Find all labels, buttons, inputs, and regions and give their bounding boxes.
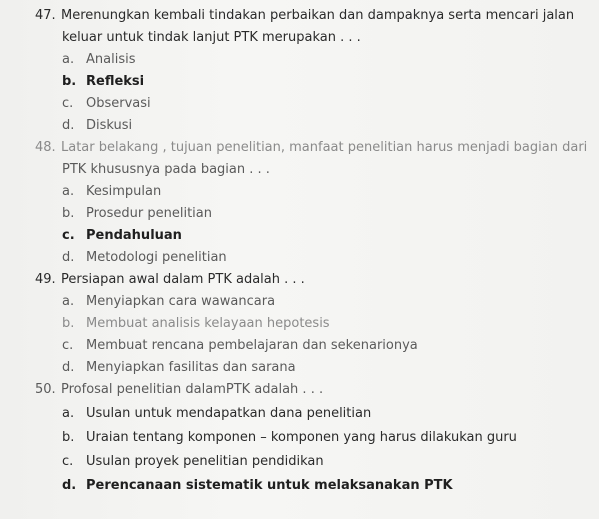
option-text: Menyiapkan fasilitas dan sarana [86, 360, 296, 375]
option-text: Observasi [86, 96, 151, 111]
option-letter: b. [62, 430, 75, 445]
question-number: 49. [35, 272, 56, 287]
question-text: Profosal penelitian dalamPTK adalah . . . [61, 382, 324, 397]
option-a [62, 291, 275, 313]
option-a [62, 403, 371, 425]
option-text: Pendahuluan [86, 228, 182, 243]
question-text: Merenungkan kembali tindakan perbaikan dan dampaknya serta mencari jalan [61, 8, 575, 23]
option-b [62, 313, 330, 335]
option-c [62, 335, 418, 357]
option-letter: a. [62, 52, 75, 67]
option-text: Membuat analisis kelayaan hepotesis [86, 316, 330, 331]
option-letter: b. [62, 74, 77, 89]
option-text: Menyiapkan cara wawancara [86, 294, 276, 309]
option-text: Diskusi [86, 118, 133, 133]
question-number: 47. [35, 8, 56, 23]
option-d [62, 475, 453, 497]
option-text: Uraian tentang komponen – komponen yang harus dilakukan guru [86, 430, 517, 445]
question-49 [35, 269, 595, 291]
option-d [62, 247, 227, 269]
option-d [62, 357, 296, 379]
option-text: Metodologi penelitian [86, 250, 227, 265]
option-letter: a. [62, 406, 75, 421]
option-letter: c. [62, 454, 74, 469]
option-letter: b. [62, 206, 75, 221]
option-text: Perencanaan sistematik untuk melaksanakan PTK [86, 478, 453, 493]
option-letter: b. [62, 316, 75, 331]
option-text: Refleksi [86, 74, 145, 89]
option-letter: d. [62, 478, 77, 493]
option-c [62, 93, 151, 115]
option-b [62, 203, 212, 225]
option-text: Analisis [86, 52, 136, 67]
option-d [62, 115, 132, 137]
option-letter: c. [62, 228, 75, 243]
question-number: 48. [35, 140, 56, 155]
option-text: Kesimpulan [86, 184, 162, 199]
question-text-continued: keluar untuk tindak lanjut PTK merupakan . . . [62, 30, 361, 45]
option-letter: c. [62, 338, 74, 353]
option-c [62, 225, 182, 247]
question-48 [35, 137, 595, 159]
question-text-continued: PTK khususnya pada bagian . . . [62, 162, 270, 177]
option-b [62, 427, 517, 449]
option-letter: a. [62, 294, 75, 309]
option-letter: a. [62, 184, 75, 199]
option-letter: d. [62, 118, 75, 133]
option-letter: c. [62, 96, 74, 111]
question-text: Persiapan awal dalam PTK adalah . . . [61, 272, 305, 287]
option-text: Usulan proyek penelitian pendidikan [86, 454, 324, 469]
option-text: Prosedur penelitian [86, 206, 212, 221]
option-b [62, 71, 144, 93]
option-text: Membuat rencana pembelajaran dan sekenarionya [86, 338, 418, 353]
option-a [62, 49, 135, 71]
question-50 [35, 379, 595, 401]
option-text: Usulan untuk mendapatkan dana penelitian [86, 406, 372, 421]
option-letter: d. [62, 250, 75, 265]
question-text: Latar belakang , tujuan penelitian, manfaat penelitian harus menjadi bagian dari [61, 140, 588, 155]
question-number: 50. [35, 382, 56, 397]
question-47 [35, 5, 595, 27]
option-a [62, 181, 161, 203]
option-c [62, 451, 324, 473]
option-letter: d. [62, 360, 75, 375]
